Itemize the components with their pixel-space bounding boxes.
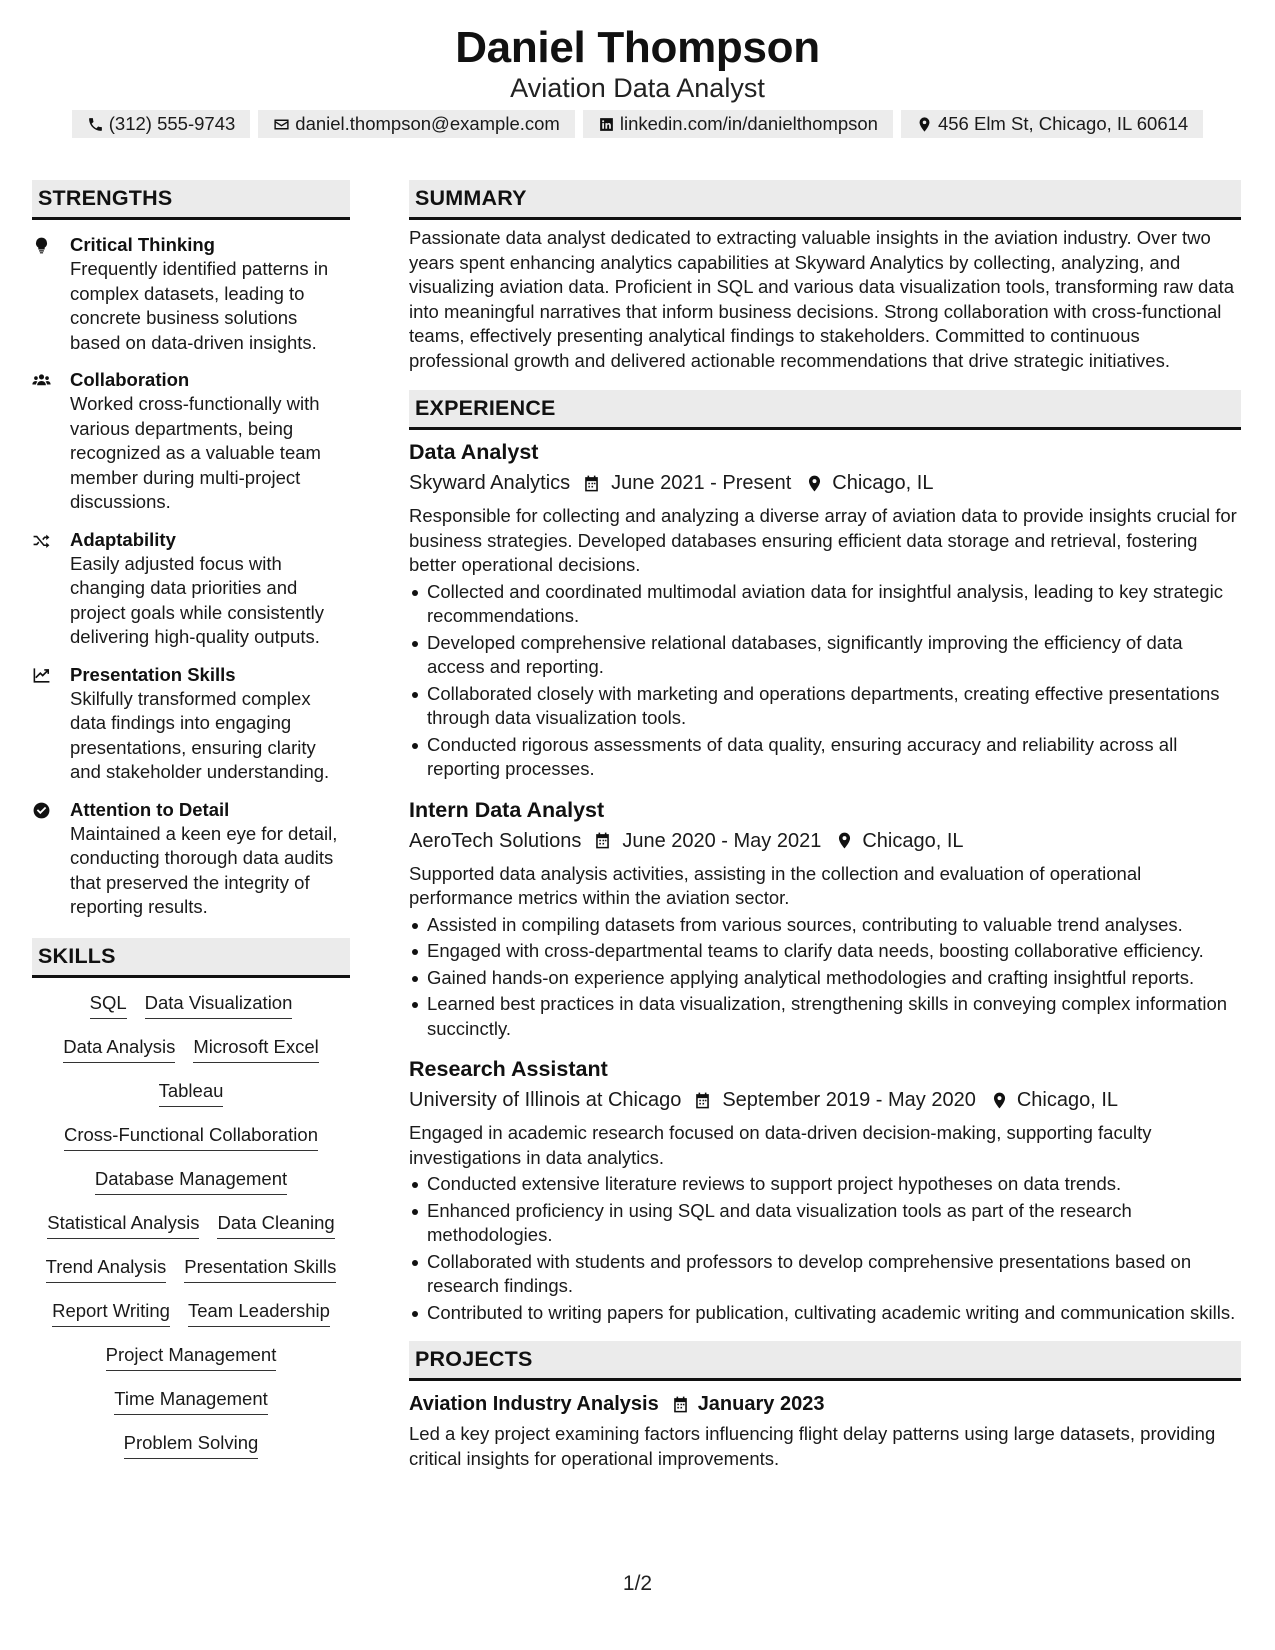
candidate-name: Daniel Thompson: [455, 23, 820, 72]
map-marker-icon: [990, 1091, 1009, 1110]
bullet-item: Collected and coordinated multimodal aviation data for insightful analysis, leading to key strategic recommendations.: [409, 580, 1241, 629]
bullet-item: Engaged with cross-departmental teams to clarify data needs, boosting collaborative efficiency.: [409, 939, 1241, 964]
job-bullets: [409, 1172, 1241, 1325]
strength-title: Collaboration: [70, 369, 190, 390]
left-column: [32, 180, 350, 1475]
chart-line-icon: [32, 666, 51, 685]
skill-tag: SQL: [90, 991, 127, 1019]
job-location: Chicago, IL: [1016, 1089, 1119, 1111]
calendar-icon: [693, 1091, 712, 1110]
skill-tag: Database Management: [95, 1167, 287, 1195]
skill-tag: Presentation Skills: [184, 1255, 336, 1283]
skill-tag: Tableau: [159, 1079, 224, 1107]
bullet-item: Assisted in compiling datasets from various sources, contributing to valuable trend analyses.: [409, 913, 1241, 938]
projects-heading: PROJECTS: [409, 1341, 1241, 1381]
bullet-item: Collaborated with students and professors to develop comprehensive presentations based on research findings.: [409, 1250, 1241, 1299]
strength-item: [32, 528, 350, 650]
job-location: Chicago, IL: [862, 829, 964, 852]
skill-tag: Data Analysis: [63, 1035, 175, 1063]
strength-title: Critical Thinking: [70, 234, 215, 255]
bullet-item: Collaborated closely with marketing and operations departments, creating effective presentations through data visualization tools.: [409, 682, 1241, 731]
map-marker-icon: [805, 474, 824, 493]
job-dates: June 2020 - May 2021: [622, 829, 822, 852]
page-number: 1/2: [622, 1572, 653, 1595]
skill-tag: Team Leadership: [188, 1299, 330, 1327]
strength-title: Presentation Skills: [70, 663, 236, 685]
job-description: Responsible for collecting and analyzing a diverse array of aviation data to provide insights crucial for business strategies. Developed databases ensuring efficient data storage and retrieval, fostering better operational decisions.: [409, 505, 1237, 575]
skill-tag: Trend Analysis: [46, 1255, 167, 1283]
job-title: Data Analyst: [409, 440, 539, 464]
experience-heading: EXPERIENCE: [409, 390, 1241, 430]
job-description: Supported data analysis activities, assisting in the collection and evaluation of operational performance metrics within the aviation sector.: [409, 862, 1142, 908]
experience-entry: [409, 1055, 1241, 1325]
skill-tag: Project Management: [106, 1343, 277, 1371]
summary-heading: SUMMARY: [409, 180, 1241, 220]
project-title: Aviation Industry Analysis: [409, 1393, 659, 1415]
envelope-icon: [273, 116, 290, 133]
contact-linkedin-text: linkedin.com/in/danielthompson: [619, 113, 878, 134]
bullet-item: Learned best practices in data visualization, strengthening skills in conveying complex information succinctly.: [409, 992, 1241, 1041]
skill-tag: Statistical Analysis: [47, 1211, 199, 1239]
skill-tag: Data Visualization: [145, 991, 293, 1019]
strength-item: [32, 368, 350, 515]
job-bullets: [409, 580, 1241, 782]
job-title: Intern Data Analyst: [409, 797, 605, 822]
map-marker-icon: [916, 116, 933, 133]
bullet-item: Enhanced proficiency in using SQL and data visualization tools as part of the research methodologies.: [409, 1199, 1241, 1248]
users-icon: [32, 371, 51, 390]
strength-desc: Worked cross-functionally with various departments, being recognized as a valuable team member during multi-project discussions.: [70, 393, 321, 512]
calendar-icon: [671, 1395, 690, 1414]
check-circle-icon: [32, 801, 51, 820]
job-meta: [409, 1085, 1241, 1115]
job-company: Skyward Analytics: [409, 472, 571, 494]
strengths-heading: STRENGTHS: [32, 180, 350, 220]
resume-header: [0, 22, 1275, 138]
skill-tag: Report Writing: [52, 1299, 170, 1327]
skill-tag: Time Management: [114, 1387, 268, 1415]
strength-desc: Skilfully transformed complex data findings into engaging presentations, ensuring clarity and stakeholder understanding.: [70, 687, 330, 782]
job-company: University of Illinois at Chicago: [409, 1089, 682, 1111]
calendar-icon: [582, 474, 601, 493]
calendar-icon: [593, 831, 612, 850]
bullet-item: Gained hands-on experience applying analytical methodologies and crafting insightful reports.: [409, 966, 1241, 991]
strength-item: [32, 798, 350, 920]
bullet-item: Conducted extensive literature reviews to support project hypotheses on data trends.: [409, 1172, 1241, 1197]
skill-tag: Data Cleaning: [217, 1211, 334, 1239]
job-title: Research Assistant: [409, 1057, 608, 1081]
contact-email[interactable]: [258, 110, 575, 138]
project-date: January 2023: [697, 1393, 825, 1415]
project-header: [409, 1390, 1241, 1418]
skills-list: [32, 991, 350, 1475]
shuffle-icon: [32, 531, 51, 550]
strength-desc: Maintained a keen eye for detail, conducting thorough data audits that preserved the integrity of reporting results.: [70, 822, 338, 917]
skill-tag: Microsoft Excel: [193, 1035, 318, 1063]
bullet-item: Developed comprehensive relational databases, significantly improving the efficiency of data access and reporting.: [409, 631, 1241, 680]
experience-entry: [409, 796, 1241, 1042]
linkedin-icon: [598, 116, 615, 133]
map-marker-icon: [835, 831, 854, 850]
project-entry: [409, 1390, 1241, 1471]
skill-tag: Cross-Functional Collaboration: [64, 1123, 318, 1151]
job-company: AeroTech Solutions: [409, 829, 582, 852]
strength-title: Attention to Detail: [70, 798, 230, 820]
contact-address: [901, 110, 1203, 138]
phone-icon: [87, 116, 104, 133]
strength-item: [32, 663, 350, 785]
bullet-item: Conducted rigorous assessments of data quality, ensuring accuracy and reliability across all reporting processes.: [409, 733, 1241, 782]
strength-desc: Frequently identified patterns in complex datasets, leading to concrete business solutions based on data-driven insights.: [70, 258, 329, 353]
job-description: Engaged in academic research focused on data-driven decision-making, supporting faculty investigations in data analytics.: [409, 1122, 1152, 1168]
project-description: Led a key project examining factors influencing flight delay patterns using large datasets, providing critical insights for operational improvements.: [409, 1423, 1216, 1469]
right-column: [409, 180, 1241, 1471]
job-dates: September 2019 - May 2020: [722, 1089, 976, 1111]
contact-phone-text: (312) 555-9743: [108, 113, 236, 134]
job-bullets: [409, 913, 1241, 1042]
job-meta: [409, 826, 1241, 856]
job-location: Chicago, IL: [832, 472, 934, 494]
strength-item: [32, 233, 350, 355]
contact-address-text: 456 Elm St, Chicago, IL 60614: [937, 113, 1189, 134]
contact-email-text: daniel.thompson@example.com: [295, 113, 560, 134]
candidate-title: Aviation Data Analyst: [510, 73, 765, 103]
summary-text: Passionate data analyst dedicated to extracting valuable insights in the aviation industry. Over two years spent enhancing analytics capabilities at Skyward Analytics by collecting, analyzing, and visualizing aviation data. Proficient in SQL and various data visualization tools, transforming raw data into meaningful narratives that inform business decisions. Strong collaboration with cross-functional teams, effectively presenting analytical findings to stakeholders. Committed to continuous professional growth and delivered actionable recommendations that drive strategic initiatives.: [409, 227, 1235, 371]
bullet-item: Contributed to writing papers for publication, cultivating academic writing and communication skills.: [409, 1301, 1241, 1326]
job-dates: June 2021 - Present: [611, 472, 792, 494]
strength-title: Adaptability: [70, 528, 176, 550]
strength-desc: Easily adjusted focus with changing data priorities and project goals while consistently delivering high-quality outputs.: [70, 552, 324, 647]
contact-bar: [0, 110, 1275, 138]
contact-phone: [72, 110, 251, 138]
skill-tag: Problem Solving: [124, 1431, 259, 1459]
lightbulb-icon: [32, 236, 51, 255]
experience-entry: [409, 438, 1241, 782]
skills-heading: SKILLS: [32, 938, 350, 978]
contact-linkedin[interactable]: [583, 110, 893, 138]
job-meta: [409, 468, 1241, 498]
